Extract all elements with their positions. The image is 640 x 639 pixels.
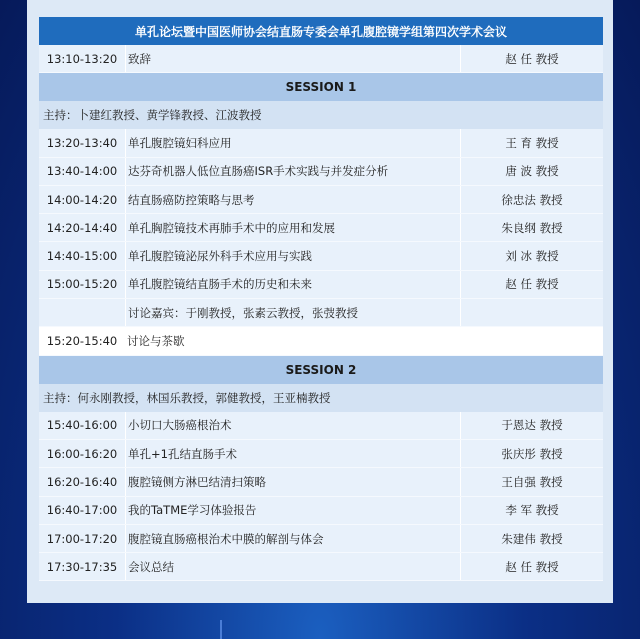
schedule-table bbox=[39, 17, 603, 581]
speaker-cell: 赵 任 教授 bbox=[460, 271, 603, 298]
topic-cell: 单孔+1孔结直肠手术 bbox=[125, 440, 460, 467]
time-cell: 15:00-15:20 bbox=[46, 277, 118, 292]
speaker-cell: 赵 任 教授 bbox=[460, 553, 603, 580]
schedule-row bbox=[39, 45, 603, 73]
time-cell: 13:20-13:40 bbox=[46, 135, 118, 150]
conference-title: 单孔论坛暨中国医师协会结直肠专委会单孔腹腔镜学组第四次学术会议 bbox=[39, 17, 603, 45]
session-1-hosts: 主持：卜建红教授、黄学锋教授、江波教授 bbox=[39, 101, 603, 129]
topic-cell: 小切口大肠癌根治术 bbox=[125, 412, 460, 439]
schedule-row bbox=[39, 186, 603, 214]
schedule-row bbox=[39, 158, 603, 186]
topic-cell: 腹腔镜侧方淋巴结清扫策略 bbox=[125, 468, 460, 495]
session-2-header: SESSION 2 bbox=[39, 356, 603, 384]
time-cell: 13:40-14:00 bbox=[46, 164, 118, 179]
time-cell: 14:00-14:20 bbox=[46, 192, 118, 207]
schedule-row bbox=[39, 412, 603, 440]
speaker-cell: 徐忠法 教授 bbox=[460, 186, 603, 213]
schedule-row bbox=[39, 214, 603, 242]
topic-cell: 结直肠癌防控策略与思考 bbox=[125, 186, 460, 213]
time-cell: 14:40-15:00 bbox=[46, 249, 118, 264]
schedule-row bbox=[39, 440, 603, 468]
schedule-row bbox=[39, 525, 603, 553]
topic-cell: 腹腔镜直肠癌根治术中膜的解剖与体会 bbox=[125, 525, 460, 552]
time-cell: 17:00-17:20 bbox=[46, 531, 118, 546]
speaker-cell: 朱良纲 教授 bbox=[460, 214, 603, 241]
schedule-row bbox=[39, 468, 603, 496]
schedule-row bbox=[39, 271, 603, 299]
topic-cell: 讨论与茶歇 bbox=[127, 334, 185, 349]
topic-cell: 单孔腹腔镜结直肠手术的历史和未来 bbox=[125, 271, 460, 298]
speaker-cell: 李 军 教授 bbox=[460, 497, 603, 524]
topic-cell: 会议总结 bbox=[125, 553, 460, 580]
time-cell: 13:10-13:20 bbox=[46, 51, 118, 66]
speaker-cell: 刘 冰 教授 bbox=[460, 242, 603, 269]
break-row bbox=[39, 327, 603, 355]
speaker-cell: 赵 任 教授 bbox=[460, 45, 603, 72]
discussion-guests: 讨论嘉宾：于刚教授，张素云教授，张弢教授 bbox=[125, 299, 460, 326]
topic-cell: 致辞 bbox=[125, 45, 460, 72]
session-1-header: SESSION 1 bbox=[39, 73, 603, 101]
schedule-row bbox=[39, 553, 603, 581]
topic-cell: 我的TaTME学习体验报告 bbox=[125, 497, 460, 524]
topic-cell: 单孔腹腔镜泌尿外科手术应用与实践 bbox=[125, 242, 460, 269]
speaker-cell: 王自强 教授 bbox=[460, 468, 603, 495]
time-cell: 15:20-15:40 bbox=[46, 334, 118, 349]
topic-cell: 达芬奇机器人低位直肠癌ISR手术实践与并发症分析 bbox=[125, 158, 460, 185]
session-2-hosts: 主持：何永刚教授，林国乐教授，郭健教授，王亚楠教授 bbox=[39, 384, 603, 412]
speaker-cell: 唐 波 教授 bbox=[460, 158, 603, 185]
discussion-row bbox=[39, 299, 603, 327]
time-cell: 15:40-16:00 bbox=[46, 418, 118, 433]
topic-cell: 单孔胸腔镜技术再肺手术中的应用和发展 bbox=[125, 214, 460, 241]
schedule-row bbox=[39, 129, 603, 157]
speaker-cell: 王 育 教授 bbox=[460, 129, 603, 156]
speaker-cell: 张庆彤 教授 bbox=[460, 440, 603, 467]
time-cell: 16:00-16:20 bbox=[46, 446, 118, 461]
schedule-row bbox=[39, 242, 603, 270]
speaker-cell: 于恩达 教授 bbox=[460, 412, 603, 439]
time-cell: 16:40-17:00 bbox=[46, 503, 118, 518]
background-line bbox=[220, 620, 222, 639]
topic-cell: 单孔腹腔镜妇科应用 bbox=[125, 129, 460, 156]
speaker-cell: 朱建伟 教授 bbox=[460, 525, 603, 552]
schedule-row bbox=[39, 497, 603, 525]
speaker-cell bbox=[460, 299, 603, 326]
time-cell: 17:30-17:35 bbox=[46, 559, 118, 574]
schedule-panel bbox=[27, 0, 613, 603]
time-cell: 16:20-16:40 bbox=[46, 474, 118, 489]
time-cell: 14:20-14:40 bbox=[46, 220, 118, 235]
